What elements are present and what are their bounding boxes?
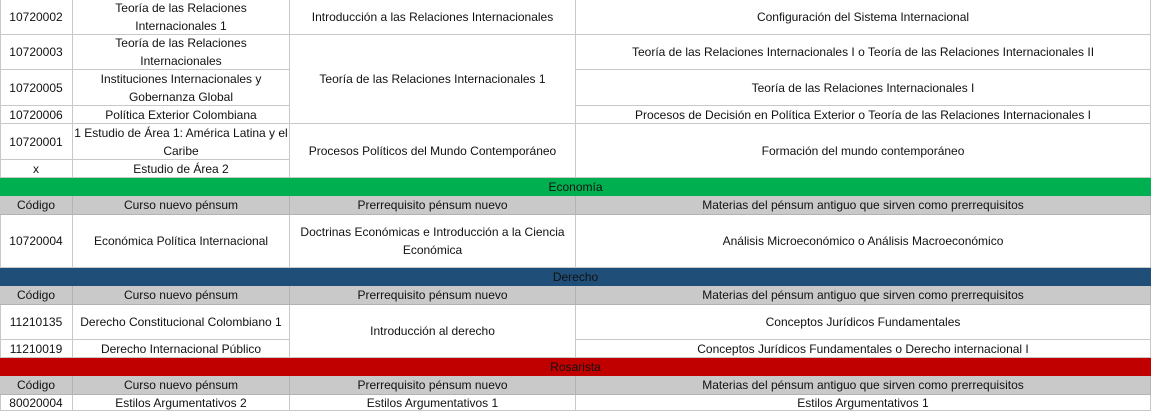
course-cell: Teoría de las Relaciones Internacionales [73, 35, 290, 70]
old-course-cell: Conceptos Jurídicos Fundamentales o Derecho internacional I [576, 340, 1151, 358]
code-cell: 10720005 [0, 70, 73, 106]
course-cell: Instituciones Internacionales y Gobernanza Global [73, 70, 290, 106]
header-curso: Curso nuevo pénsum [73, 376, 290, 395]
prereq-cell: Doctrinas Económicas e Introducción a la Ciencia Económica [290, 215, 576, 268]
code-cell: 11210135 [0, 305, 73, 340]
prereq-cell: Estilos Argumentativos 1 [290, 395, 576, 411]
old-course-cell: Conceptos Jurídicos Fundamentales [576, 305, 1151, 340]
prereq-cell: Teoría de las Relaciones Internacionales 1 [290, 35, 576, 124]
header-prerrequisito: Prerrequisito pénsum nuevo [290, 286, 576, 305]
section-banner-rosarista: Rosarista [0, 358, 1151, 376]
code-cell: 10720003 [0, 35, 73, 70]
header-curso: Curso nuevo pénsum [73, 196, 290, 215]
prereq-cell: Introducción al derecho [290, 305, 576, 358]
header-prerrequisito: Prerrequisito pénsum nuevo [290, 376, 576, 395]
course-cell: Estilos Argumentativos 2 [73, 395, 290, 411]
header-curso: Curso nuevo pénsum [73, 286, 290, 305]
course-cell: Estudio de Área 2 [73, 160, 290, 178]
course-cell: Derecho Constitucional Colombiano 1 [73, 305, 290, 340]
old-course-cell: Análisis Microeconómico o Análisis Macroeconómico [576, 215, 1151, 268]
header-antiguo: Materias del pénsum antiguo que sirven como prerrequisitos [576, 376, 1151, 395]
code-cell: 11210019 [0, 340, 73, 358]
code-cell: 10720004 [0, 215, 73, 268]
prereq-cell: Introducción a las Relaciones Internacionales [290, 0, 576, 35]
course-cell: 1 Estudio de Área 1: América Latina y el Caribe [73, 124, 290, 160]
header-codigo: Código [0, 376, 73, 395]
code-cell: 10720006 [0, 106, 73, 124]
course-cell: Derecho Internacional Público [73, 340, 290, 358]
code-cell: 10720002 [0, 0, 73, 35]
old-course-cell: Estilos Argumentativos 1 [576, 395, 1151, 411]
header-prerrequisito: Prerrequisito pénsum nuevo [290, 196, 576, 215]
old-course-cell: Formación del mundo contemporáneo [576, 124, 1151, 178]
prereq-cell: Procesos Políticos del Mundo Contemporáneo [290, 124, 576, 178]
header-codigo: Código [0, 286, 73, 305]
section-banner-economia: Economía [0, 178, 1151, 196]
header-antiguo: Materias del pénsum antiguo que sirven como prerrequisitos [576, 196, 1151, 215]
code-cell: x [0, 160, 73, 178]
old-course-cell: Procesos de Decisión en Política Exterior o Teoría de las Relaciones Internacionales I [576, 106, 1151, 124]
course-cell: Política Exterior Colombiana [73, 106, 290, 124]
header-codigo: Código [0, 196, 73, 215]
old-course-cell: Teoría de las Relaciones Internacionales I [576, 70, 1151, 106]
code-cell: 10720001 [0, 124, 73, 160]
course-cell: Teoría de las Relaciones Internacionales 1 [73, 0, 290, 35]
old-course-cell: Configuración del Sistema Internacional [576, 0, 1151, 35]
code-cell: 80020004 [0, 395, 73, 411]
old-course-cell: Teoría de las Relaciones Internacionales I o Teoría de las Relaciones Internacionales II [576, 35, 1151, 70]
course-cell: Económica Política Internacional [73, 215, 290, 268]
section-banner-derecho: Derecho [0, 268, 1151, 286]
header-antiguo: Materias del pénsum antiguo que sirven como prerrequisitos [576, 286, 1151, 305]
